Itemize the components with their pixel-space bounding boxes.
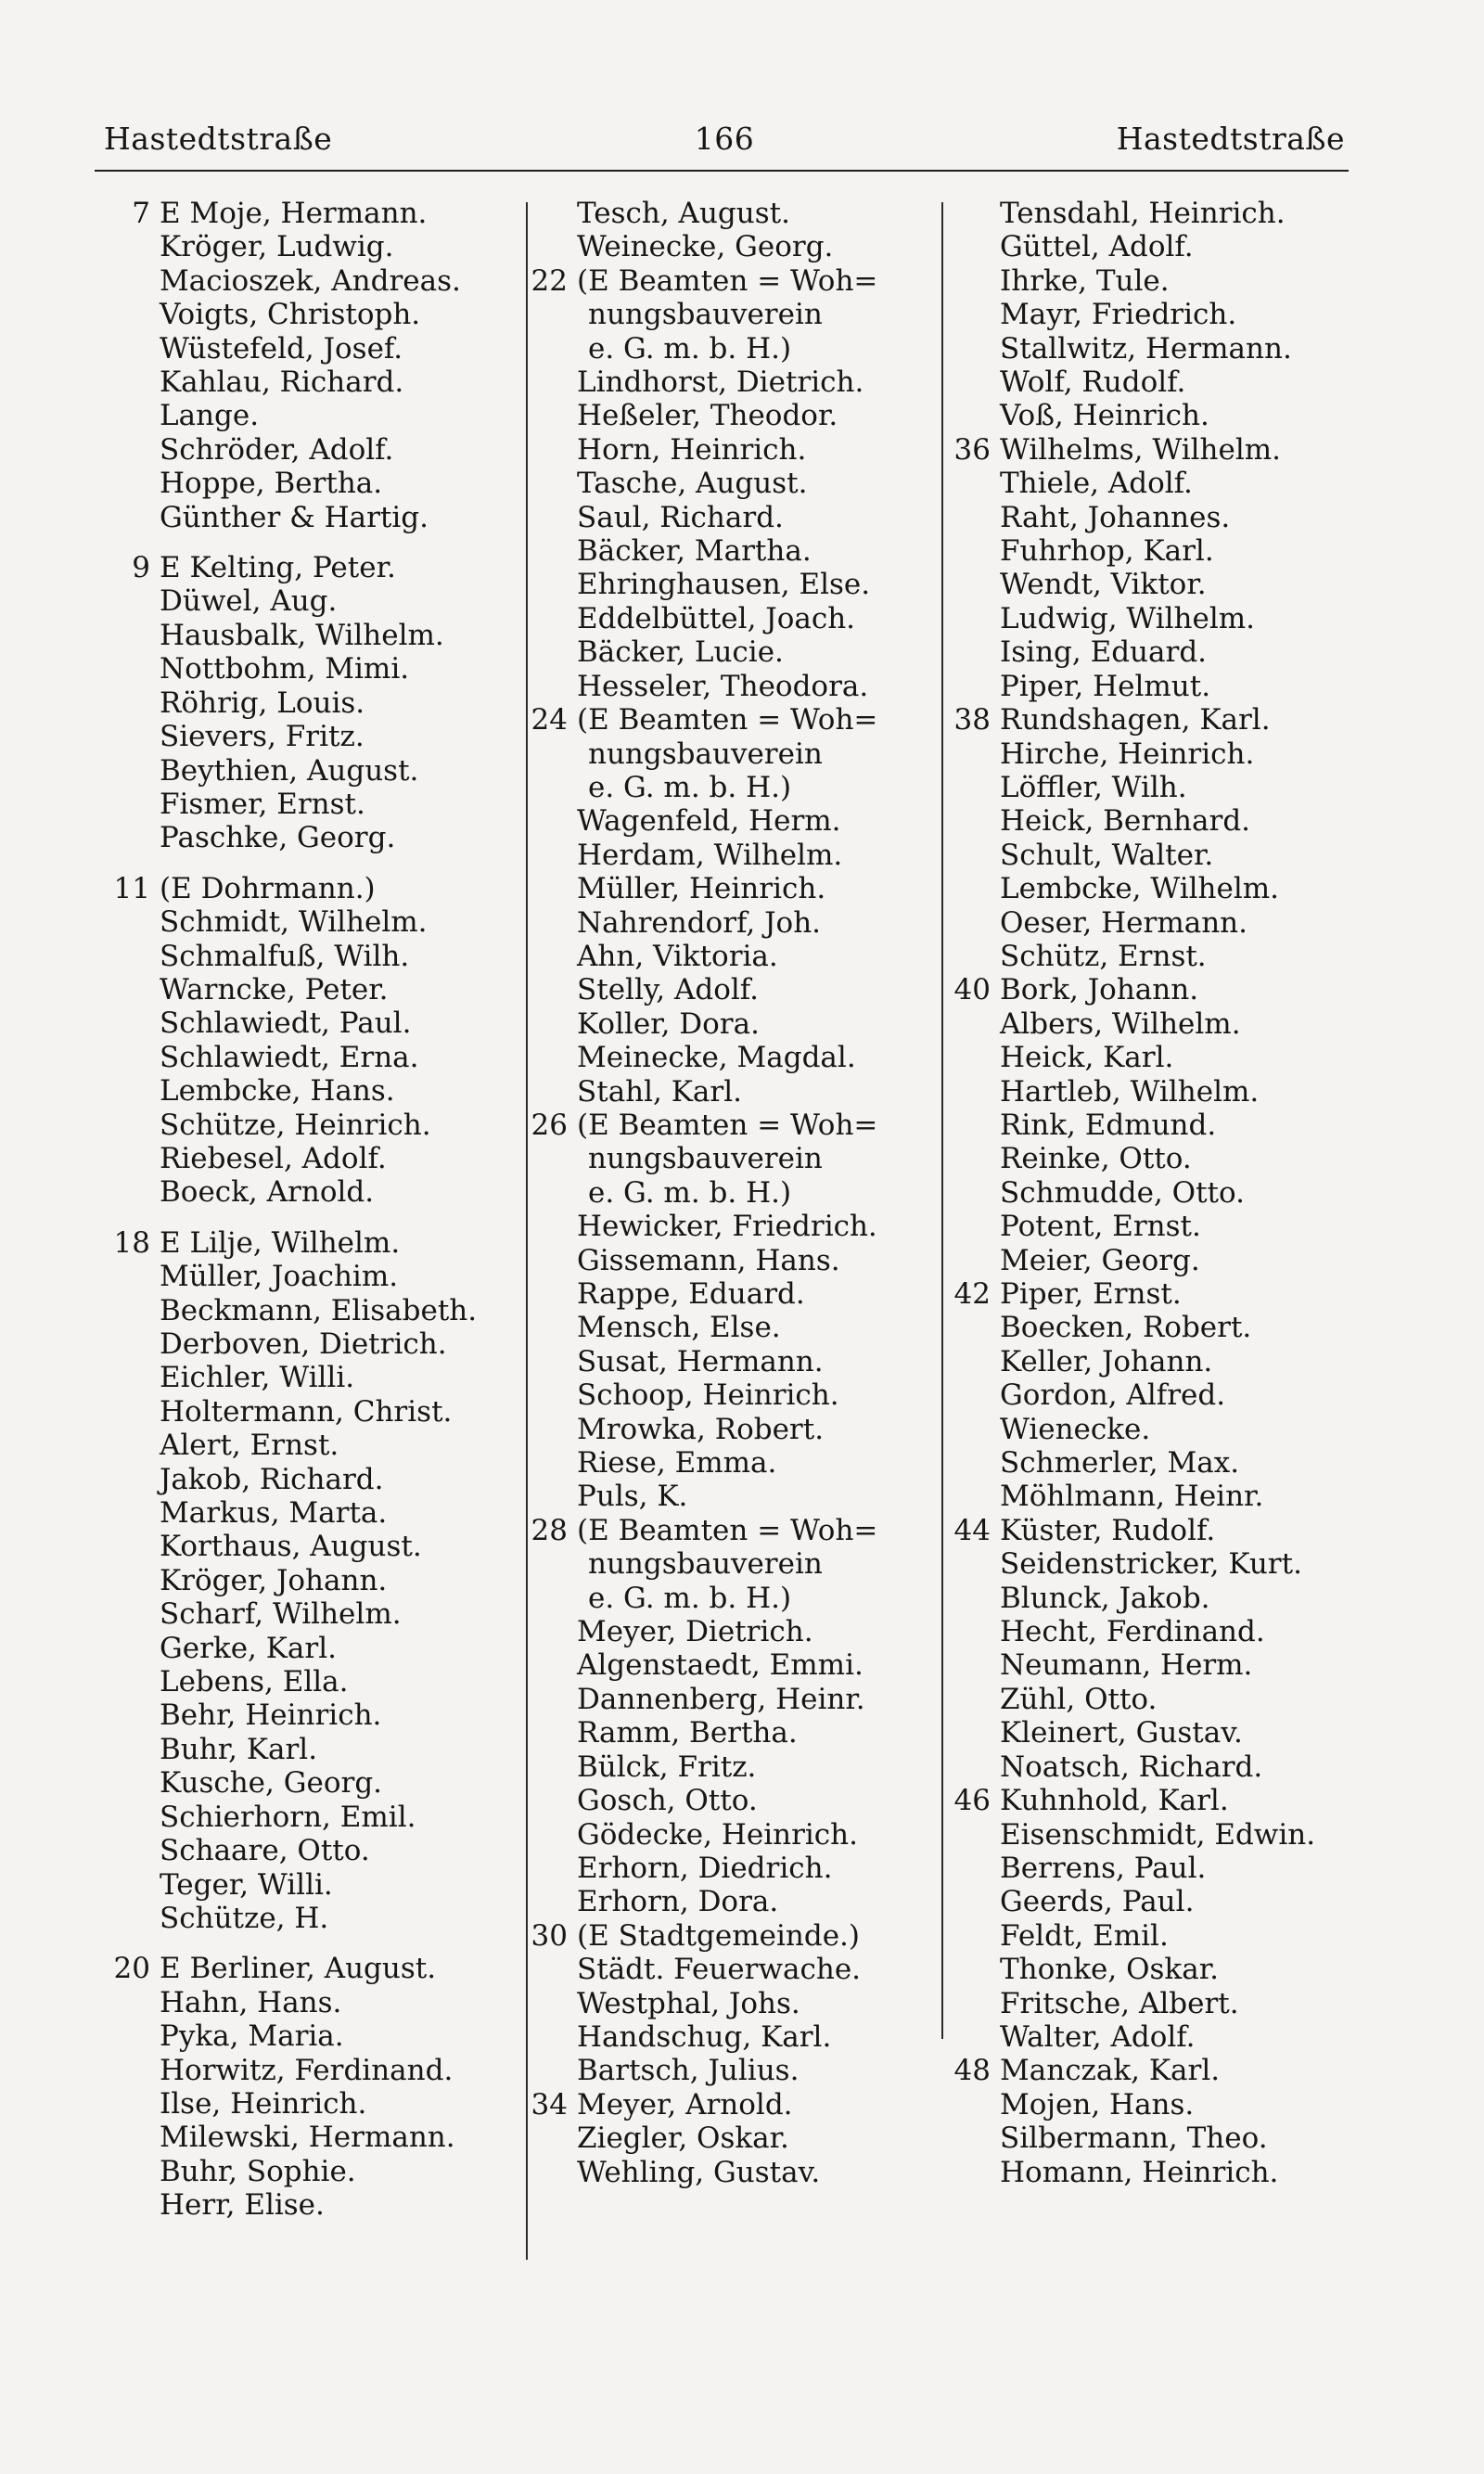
- resident-line: Wolf, Rudolf.: [1000, 365, 1186, 400]
- house-entry: [531, 264, 941, 703]
- resident-line: Hirche, Heinrich.: [1000, 737, 1255, 771]
- house-entry: [104, 551, 526, 855]
- resident-line: Geerds, Paul.: [1000, 1885, 1195, 1919]
- resident-line: Hoppe, Bertha.: [160, 467, 383, 501]
- house-number: 28: [531, 1513, 568, 1547]
- resident-line: Rink, Edmund.: [1000, 1108, 1217, 1142]
- resident-line: Schmerler, Max.: [1000, 1446, 1240, 1481]
- house-entry: [948, 2054, 1356, 2189]
- house-number: 11: [113, 871, 150, 905]
- resident-line: e. G. m. b. H.): [588, 770, 792, 804]
- resident-line: Ihrke, Tule.: [1000, 263, 1170, 298]
- resident-line: Ilse, Heinrich.: [160, 2086, 367, 2121]
- resident-line: Holtermann, Christ.: [160, 1394, 453, 1429]
- resident-line: Handschug, Karl.: [577, 2019, 832, 2054]
- resident-line: Korthaus, August.: [160, 1530, 422, 1564]
- page-number: 166: [694, 120, 755, 157]
- resident-line: Schult, Walter.: [1000, 838, 1214, 872]
- resident-list: [1000, 703, 1279, 973]
- resident-line: Müller, Heinrich.: [577, 872, 826, 906]
- resident-line: Heßeler, Theodor.: [577, 399, 838, 433]
- resident-line: Fismer, Ernst.: [160, 787, 365, 821]
- resident-line: Ziegler, Oskar.: [577, 2121, 789, 2156]
- house-number: 44: [953, 1513, 991, 1547]
- resident-line: Tesch, August.: [577, 197, 790, 230]
- column-divider-1: [526, 202, 528, 2260]
- resident-line: Homann, Heinrich.: [1000, 2155, 1279, 2189]
- resident-line: Mrowka, Robert.: [577, 1412, 825, 1446]
- resident-line: Stelly, Adolf.: [577, 973, 760, 1007]
- resident-line: Wienecke.: [1000, 1412, 1151, 1446]
- resident-line: Bork, Johann.: [1000, 973, 1199, 1007]
- resident-line: E Lilje, Wilhelm.: [160, 1225, 401, 1260]
- resident-line: Beckmann, Elisabeth.: [160, 1293, 478, 1327]
- house-entry: [948, 703, 1356, 973]
- resident-line: Mensch, Else.: [577, 1311, 781, 1345]
- resident-line: Dannenberg, Heinr.: [577, 1682, 865, 1716]
- entry-gap: [104, 855, 526, 872]
- resident-line: Tasche, August.: [577, 467, 808, 501]
- house-number: 24: [531, 703, 568, 737]
- resident-line: Scharf, Wilhelm.: [160, 1597, 402, 1632]
- house-entry: [531, 1919, 941, 2088]
- resident-line: Schmalfuß, Wilh.: [160, 939, 410, 973]
- resident-list: [160, 1952, 455, 2222]
- resident-line: Güttel, Adolf.: [1000, 230, 1194, 264]
- resident-line: Silbermann, Theo.: [1000, 2121, 1268, 2156]
- resident-line: Piper, Ernst.: [1000, 1277, 1182, 1311]
- resident-line: Fritsche, Albert.: [1000, 1986, 1239, 2020]
- house-number: 22: [531, 263, 568, 298]
- resident-line: (E Beamten = Woh=: [577, 1108, 878, 1142]
- resident-line: Walter, Adolf.: [1000, 2019, 1196, 2054]
- resident-line: Gerke, Karl.: [160, 1631, 337, 1665]
- house-entry: [531, 1514, 941, 1919]
- resident-list: [577, 2088, 820, 2189]
- resident-line: Warncke, Peter.: [160, 972, 389, 1006]
- resident-line: Schmudde, Otto.: [1000, 1175, 1245, 1210]
- resident-line: Susat, Hermann.: [577, 1344, 824, 1378]
- resident-line: Meyer, Arnold.: [577, 2087, 793, 2121]
- resident-line: Nottbohm, Mimi.: [160, 652, 410, 686]
- resident-line: Hewicker, Friedrich.: [577, 1210, 877, 1244]
- house-number: 20: [113, 1952, 150, 1986]
- resident-line: e. G. m. b. H.): [588, 1581, 792, 1615]
- page-header: [104, 115, 1345, 161]
- resident-line: Milewski, Hermann.: [160, 2121, 455, 2155]
- resident-line: Lange.: [160, 399, 260, 433]
- resident-line: Schütz, Ernst.: [1000, 939, 1207, 973]
- resident-line: Düwel, Aug.: [160, 584, 338, 619]
- resident-line: Ehringhausen, Else.: [577, 568, 871, 602]
- resident-line: Noatsch, Richard.: [1000, 1750, 1263, 1784]
- resident-line: Schütze, H.: [160, 1901, 329, 1935]
- house-entry: [104, 1952, 526, 2222]
- resident-line: Buhr, Sophie.: [160, 2154, 356, 2188]
- resident-line: Schoop, Heinrich.: [577, 1378, 839, 1413]
- resident-list: [160, 872, 431, 1210]
- resident-line: Ludwig, Wilhelm.: [1000, 601, 1256, 635]
- house-entry: [948, 433, 1356, 703]
- house-entry: [531, 2088, 941, 2189]
- resident-line: Lembcke, Hans.: [160, 1074, 395, 1109]
- resident-line: Albers, Wilhelm.: [1000, 1006, 1241, 1041]
- resident-line: Erhorn, Diedrich.: [577, 1851, 833, 1885]
- resident-list: [577, 1109, 877, 1514]
- resident-line: Rappe, Eduard.: [577, 1277, 805, 1311]
- resident-line: nungsbauverein: [588, 737, 823, 771]
- house-entry: [104, 872, 526, 1210]
- resident-list: [577, 264, 877, 703]
- resident-line: Koller, Dora.: [577, 1006, 760, 1041]
- resident-line: Wendt, Viktor.: [1000, 568, 1207, 602]
- resident-line: Schierhorn, Emil.: [160, 1800, 416, 1834]
- resident-line: Feldt, Emil.: [1000, 1918, 1169, 1953]
- resident-line: Manczak, Karl.: [1000, 2054, 1221, 2088]
- resident-line: Puls, K.: [577, 1480, 688, 1514]
- resident-line: Müller, Joachim.: [160, 1260, 399, 1294]
- house-entry: [104, 197, 526, 534]
- house-entry: [948, 197, 1356, 433]
- resident-line: Küster, Rudolf.: [1000, 1513, 1216, 1547]
- resident-line: Kusche, Georg.: [160, 1766, 383, 1801]
- resident-line: E Kelting, Peter.: [160, 551, 396, 585]
- resident-line: Löffler, Wilh.: [1000, 770, 1187, 804]
- resident-line: Alert, Ernst.: [160, 1429, 339, 1463]
- resident-list: [160, 551, 444, 855]
- resident-line: Bäcker, Martha.: [577, 534, 812, 569]
- resident-list: [577, 703, 877, 1109]
- resident-line: Reinke, Otto.: [1000, 1142, 1192, 1176]
- resident-line: Raht, Johannes.: [1000, 500, 1231, 534]
- resident-line: Lindhorst, Dietrich.: [577, 365, 864, 400]
- resident-line: (E Stadtgemeinde.): [577, 1918, 861, 1953]
- resident-list: [1000, 2054, 1278, 2189]
- resident-line: Lebens, Ella.: [160, 1665, 349, 1699]
- entry-gap: [104, 534, 526, 551]
- resident-line: Markus, Marta.: [160, 1496, 388, 1531]
- resident-line: Wehling, Gustav.: [577, 2155, 821, 2189]
- resident-line: Macioszek, Andreas.: [160, 263, 461, 298]
- resident-list: [1000, 197, 1292, 433]
- resident-line: Bartsch, Julius.: [577, 2054, 800, 2088]
- resident-line: Tensdahl, Heinrich.: [1000, 197, 1286, 230]
- resident-line: Rundshagen, Karl.: [1000, 703, 1271, 737]
- resident-line: Blunck, Jakob.: [1000, 1581, 1210, 1615]
- resident-line: (E Beamten = Woh=: [577, 1513, 878, 1547]
- house-entry: [948, 973, 1356, 1277]
- resident-line: Herr, Elise.: [160, 2188, 325, 2223]
- resident-line: Saul, Richard.: [577, 500, 784, 534]
- resident-line: Kröger, Ludwig.: [160, 230, 394, 264]
- resident-line: Neumann, Herm.: [1000, 1648, 1253, 1683]
- resident-list: [1000, 1277, 1263, 1514]
- resident-line: Ramm, Bertha.: [577, 1716, 798, 1750]
- resident-line: Schlawiedt, Paul.: [160, 1006, 412, 1041]
- resident-line: Stallwitz, Hermann.: [1000, 331, 1292, 365]
- resident-line: Bäcker, Lucie.: [577, 635, 784, 670]
- resident-list: [577, 1919, 861, 2088]
- resident-line: Lembcke, Wilhelm.: [1000, 872, 1279, 906]
- resident-line: Bülck, Fritz.: [577, 1750, 757, 1784]
- resident-line: Nahrendorf, Joh.: [577, 905, 822, 940]
- column-1: [104, 197, 526, 2223]
- resident-list: [1000, 433, 1281, 703]
- resident-line: Schröder, Adolf.: [160, 432, 394, 467]
- resident-line: Keller, Johann.: [1000, 1344, 1213, 1378]
- entry-gap: [104, 1210, 526, 1226]
- resident-line: Günther & Hartig.: [160, 500, 429, 534]
- resident-line: Voigts, Christoph.: [160, 298, 421, 332]
- resident-line: Riese, Emma.: [577, 1446, 777, 1481]
- resident-line: Voß, Heinrich.: [1000, 399, 1209, 433]
- resident-line: Mayr, Friedrich.: [1000, 298, 1237, 332]
- resident-line: Meinecke, Magdal.: [577, 1041, 856, 1075]
- house-entry: [531, 703, 941, 1109]
- house-number: 48: [953, 2054, 991, 2088]
- resident-line: Zühl, Otto.: [1000, 1682, 1158, 1716]
- resident-line: Ahn, Viktoria.: [577, 939, 778, 973]
- resident-line: Jakob, Richard.: [160, 1462, 384, 1496]
- resident-line: Hesseler, Theodora.: [577, 669, 869, 703]
- resident-line: Mojen, Hans.: [1000, 2087, 1195, 2121]
- resident-line: nungsbauverein: [588, 298, 823, 332]
- resident-line: Heick, Karl.: [1000, 1041, 1174, 1075]
- resident-line: Behr, Heinrich.: [160, 1698, 382, 1733]
- resident-list: [160, 197, 461, 534]
- resident-line: Städt. Feuerwache.: [577, 1953, 862, 1987]
- resident-list: [160, 1226, 477, 1936]
- resident-list: [577, 197, 833, 264]
- house-number: 38: [953, 703, 991, 737]
- header-street-right: Hastedtstraße: [1116, 120, 1345, 157]
- house-entry: [104, 1226, 526, 1936]
- resident-line: e. G. m. b. H.): [588, 1175, 792, 1210]
- resident-line: Kahlau, Richard.: [160, 365, 404, 400]
- resident-line: Erhorn, Dora.: [577, 1885, 779, 1919]
- resident-line: Kuhnhold, Karl.: [1000, 1784, 1229, 1818]
- resident-line: Kröger, Johann.: [160, 1563, 388, 1597]
- resident-line: Hahn, Hans.: [160, 1985, 342, 2019]
- resident-line: Piper, Helmut.: [1000, 669, 1211, 703]
- house-entry: [948, 1277, 1356, 1514]
- house-entry: [531, 197, 941, 264]
- resident-line: Paschke, Georg.: [160, 821, 396, 855]
- house-number: 18: [113, 1225, 150, 1260]
- resident-line: Weinecke, Georg.: [577, 230, 834, 264]
- house-entry: [531, 1109, 941, 1514]
- resident-line: nungsbauverein: [588, 1547, 823, 1582]
- resident-line: Riebesel, Adolf.: [160, 1141, 387, 1175]
- resident-line: nungsbauverein: [588, 1142, 823, 1176]
- resident-line: Boecken, Robert.: [1000, 1311, 1252, 1345]
- resident-line: Horwitz, Ferdinand.: [160, 2053, 454, 2087]
- house-number: 7: [132, 197, 150, 230]
- resident-line: E Berliner, August.: [160, 1952, 437, 1986]
- resident-line: Algenstaedt, Emmi.: [577, 1648, 864, 1683]
- resident-line: Eichler, Willi.: [160, 1361, 355, 1395]
- resident-line: Pyka, Maria.: [160, 2019, 344, 2054]
- house-number: 26: [531, 1108, 568, 1142]
- resident-line: Wüstefeld, Josef.: [160, 331, 403, 365]
- resident-line: Hartleb, Wilhelm.: [1000, 1074, 1260, 1109]
- resident-line: Eisenschmidt, Edwin.: [1000, 1817, 1316, 1852]
- resident-line: (E Beamten = Woh=: [577, 263, 878, 298]
- resident-line: Hausbalk, Wilhelm.: [160, 618, 444, 652]
- house-number: 42: [953, 1277, 991, 1311]
- house-number: 36: [953, 432, 991, 467]
- resident-line: (E Dohrmann.): [160, 871, 376, 905]
- resident-list: [1000, 1784, 1315, 2054]
- house-number: 30: [531, 1918, 568, 1953]
- resident-line: Ising, Eduard.: [1000, 635, 1208, 670]
- resident-line: Gödecke, Heinrich.: [577, 1817, 858, 1852]
- resident-line: Schütze, Heinrich.: [160, 1108, 431, 1142]
- resident-line: Boeck, Arnold.: [160, 1175, 375, 1210]
- resident-line: Eddelbüttel, Joach.: [577, 601, 856, 635]
- resident-line: E Moje, Hermann.: [160, 197, 428, 230]
- resident-line: Horn, Heinrich.: [577, 432, 807, 467]
- resident-line: Fuhrhop, Karl.: [1000, 534, 1214, 569]
- resident-line: e. G. m. b. H.): [588, 331, 792, 365]
- resident-line: Seidenstricker, Kurt.: [1000, 1547, 1302, 1582]
- header-street-left: Hastedtstraße: [104, 120, 333, 157]
- resident-line: Herdam, Wilhelm.: [577, 838, 843, 872]
- resident-line: (E Beamten = Woh=: [577, 703, 878, 737]
- resident-line: Heick, Bernhard.: [1000, 804, 1251, 839]
- resident-line: Meier, Georg.: [1000, 1243, 1200, 1277]
- resident-list: [1000, 973, 1259, 1277]
- resident-line: Gordon, Alfred.: [1000, 1378, 1226, 1413]
- resident-line: Kleinert, Gustav.: [1000, 1716, 1243, 1750]
- resident-line: Derboven, Dietrich.: [160, 1327, 447, 1361]
- entry-gap: [104, 1935, 526, 1952]
- resident-list: [577, 1514, 877, 1919]
- resident-line: Teger, Willi.: [160, 1867, 333, 1902]
- header-rule: [95, 170, 1349, 172]
- house-entry: [948, 1514, 1356, 1784]
- resident-line: Röhrig, Louis.: [160, 686, 365, 720]
- resident-line: Gissemann, Hans.: [577, 1243, 840, 1277]
- house-number: 9: [132, 551, 150, 585]
- resident-line: Buhr, Karl.: [160, 1732, 318, 1766]
- resident-line: Meyer, Dietrich.: [577, 1615, 813, 1649]
- resident-line: Wilhelms, Wilhelm.: [1000, 432, 1282, 467]
- resident-line: Stahl, Karl.: [577, 1074, 742, 1109]
- resident-line: Beythien, August.: [160, 753, 419, 788]
- resident-line: Oeser, Hermann.: [1000, 905, 1247, 940]
- column-divider-2: [941, 202, 943, 2039]
- resident-line: Möhlmann, Heinr.: [1000, 1480, 1264, 1514]
- resident-line: Schlawiedt, Erna.: [160, 1040, 419, 1074]
- resident-line: Thonke, Oskar.: [1000, 1953, 1219, 1987]
- resident-line: Gosch, Otto.: [577, 1784, 758, 1818]
- resident-line: Berrens, Paul.: [1000, 1851, 1207, 1885]
- resident-line: Thiele, Adolf.: [1000, 467, 1193, 501]
- resident-line: Schmidt, Wilhelm.: [160, 905, 428, 940]
- column-3: [948, 197, 1356, 2189]
- house-number: 46: [953, 1784, 991, 1818]
- resident-list: [1000, 1514, 1302, 1784]
- house-number: 34: [531, 2087, 568, 2121]
- house-number: 40: [953, 973, 991, 1007]
- column-2: [531, 197, 941, 2189]
- house-entry: [948, 1784, 1356, 2054]
- resident-line: Schaare, Otto.: [160, 1834, 370, 1868]
- resident-line: Wagenfeld, Herm.: [577, 804, 841, 839]
- resident-line: Potent, Ernst.: [1000, 1210, 1201, 1244]
- resident-line: Sievers, Fritz.: [160, 720, 365, 754]
- resident-line: Hecht, Ferdinand.: [1000, 1615, 1265, 1649]
- resident-line: Westphal, Johs.: [577, 1986, 800, 2020]
